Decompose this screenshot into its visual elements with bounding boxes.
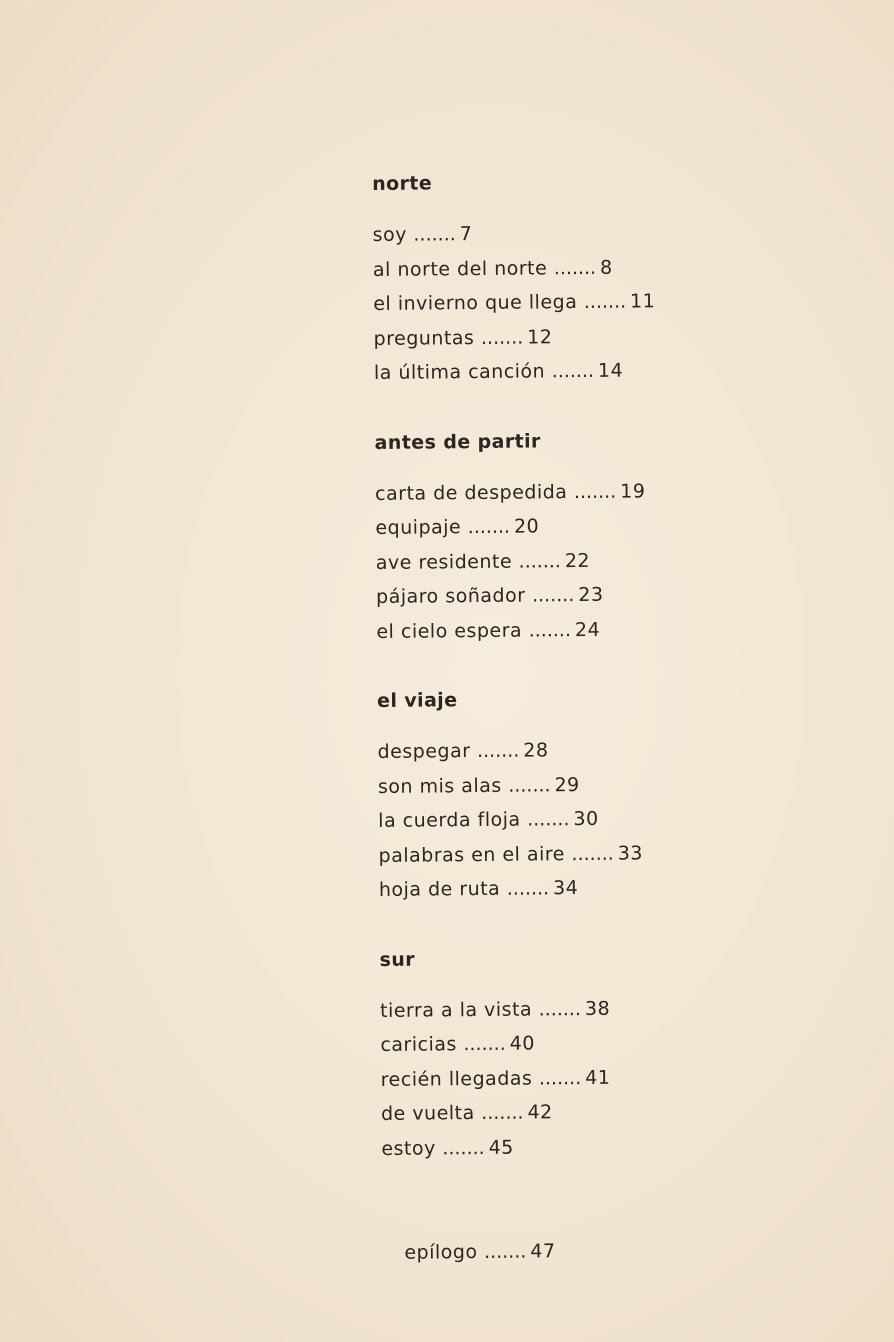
- toc-entry: [381, 1058, 821, 1097]
- dot-leader: .......: [553, 256, 597, 279]
- entry-title: caricias: [380, 1033, 457, 1056]
- toc-entry: [373, 317, 813, 356]
- page-number: 42: [527, 1101, 553, 1124]
- section-title: el viaje: [376, 689, 458, 712]
- toc-entry: [377, 731, 817, 770]
- page-number: 23: [578, 583, 604, 607]
- page-number: 41: [585, 1066, 611, 1089]
- dot-leader: .......: [442, 1136, 485, 1159]
- entry-title: recién llegadas: [380, 1067, 533, 1091]
- toc-entry: [378, 800, 818, 839]
- page-number: 8: [599, 256, 613, 279]
- entry-title: equipaje: [375, 516, 462, 539]
- toc-entry: [379, 869, 819, 908]
- dot-leader: .......: [583, 290, 627, 313]
- page-number: 40: [509, 1032, 535, 1055]
- page-number: 11: [630, 290, 656, 313]
- entry-title: preguntas: [373, 326, 475, 350]
- page-number: 28: [523, 739, 549, 762]
- toc-entry: [372, 214, 812, 253]
- page-number: 12: [527, 325, 553, 349]
- toc-section-sur: [379, 941, 821, 1166]
- page-number: 34: [553, 877, 579, 900]
- toc-entry: [376, 576, 816, 615]
- page-number: 38: [584, 997, 611, 1020]
- page-number: 20: [513, 515, 540, 538]
- toc-entry: [375, 472, 815, 511]
- entry-title: hoja de ruta: [378, 877, 501, 901]
- toc-entry: [378, 834, 818, 873]
- dot-leader: .......: [508, 773, 551, 797]
- dot-leader: .......: [480, 326, 524, 349]
- dot-leader: .......: [527, 808, 570, 831]
- toc-entry: [381, 1093, 821, 1132]
- section-title: sur: [379, 948, 416, 971]
- entry-title: ave residente: [375, 550, 513, 574]
- entry-title: despegar: [377, 740, 471, 763]
- toc-entry: [378, 765, 818, 804]
- entry-title: epílogo: [404, 1241, 478, 1264]
- toc-section-norte: [372, 166, 814, 391]
- dot-leader: .......: [571, 842, 614, 865]
- dot-leader: .......: [483, 1240, 527, 1263]
- dot-leader: .......: [538, 1066, 582, 1089]
- entry-title: carta de despedida: [374, 480, 568, 505]
- dot-leader: .......: [463, 1032, 506, 1056]
- toc-entry: [380, 1024, 820, 1063]
- entry-title: al norte del norte: [372, 256, 548, 281]
- page-number: 22: [564, 549, 591, 572]
- dot-leader: .......: [551, 359, 595, 383]
- toc-entry: [373, 283, 813, 322]
- dot-leader: .......: [476, 739, 520, 763]
- toc-entry: [381, 1127, 821, 1166]
- toc-section-antes-de-partir: [374, 424, 816, 649]
- dot-leader: .......: [573, 480, 617, 503]
- page-number: 33: [617, 841, 644, 865]
- toc-entry: [373, 248, 813, 287]
- section-title: norte: [372, 172, 433, 195]
- entry-title: pájaro soñador: [375, 584, 526, 608]
- entry-title: la última canción: [373, 360, 546, 384]
- page-number: 45: [488, 1136, 514, 1159]
- entry-title: tierra a la vista: [379, 998, 533, 1022]
- entry-title: soy: [372, 223, 408, 246]
- dot-leader: .......: [528, 618, 572, 642]
- dot-leader: .......: [413, 223, 456, 246]
- page-number: 19: [620, 479, 646, 503]
- toc-entry: [374, 352, 814, 391]
- dot-leader: .......: [538, 997, 582, 1020]
- dot-leader: .......: [518, 549, 562, 573]
- toc-entry: [375, 507, 815, 546]
- entry-title: el cielo espera: [376, 619, 523, 643]
- toc-entry: [380, 989, 820, 1028]
- dot-leader: .......: [481, 1101, 524, 1124]
- toc-entry-epilogue: [382, 1232, 822, 1271]
- toc-entry: [376, 610, 816, 649]
- page-number: 29: [554, 773, 580, 796]
- toc-section-el-viaje: [377, 683, 819, 908]
- table-of-contents: [372, 166, 823, 1271]
- entry-title: estoy: [381, 1136, 436, 1160]
- entry-title: la cuerda floja: [378, 808, 521, 832]
- page-number: 30: [573, 807, 599, 831]
- entry-title: son mis alas: [377, 774, 502, 798]
- dot-leader: .......: [506, 877, 550, 900]
- entry-title: palabras en el aire: [378, 842, 566, 867]
- page-number: 14: [597, 359, 624, 382]
- entry-title: el invierno que llega: [373, 291, 578, 315]
- toc-entry: [376, 541, 816, 580]
- dot-leader: .......: [467, 515, 511, 539]
- section-title: antes de partir: [374, 429, 541, 454]
- page-number: 24: [574, 618, 601, 641]
- entry-title: de vuelta: [380, 1102, 475, 1125]
- page-number: 47: [530, 1240, 556, 1263]
- dot-leader: .......: [531, 584, 575, 607]
- page-number: 7: [459, 223, 473, 246]
